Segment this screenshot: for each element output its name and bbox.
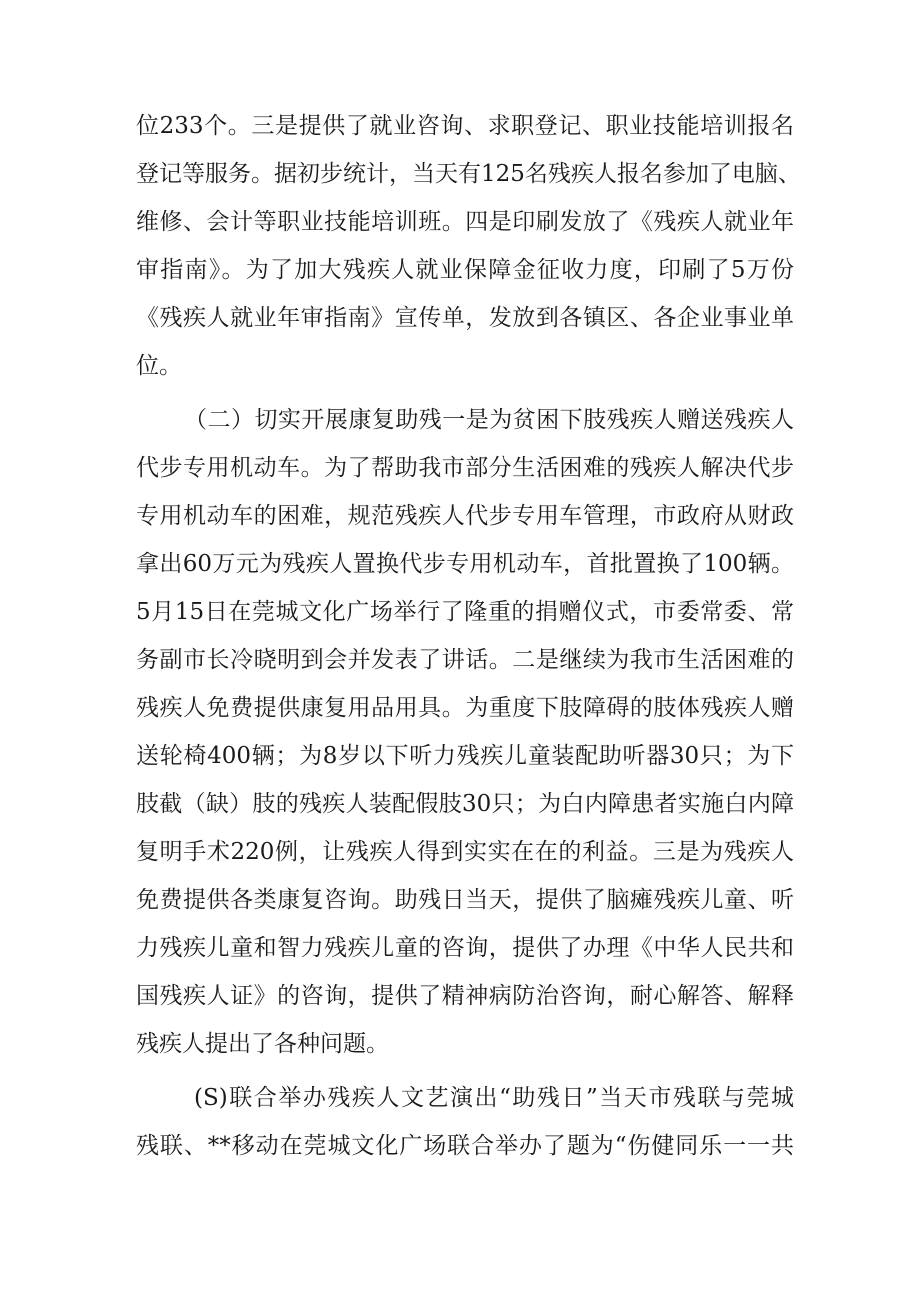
text-line: 复明手术220例，让残疾人得到实实在在的利益。三是为残疾人	[136, 839, 794, 865]
text-line: 《残疾人就业年审指南》宣传单，发放到各镇区、各企业事业单	[136, 305, 794, 331]
text-line: 5月15日在莞城文化广场举行了隆重的捐赠仪式，市委常委、常	[136, 599, 794, 625]
text-line: 残联、**移动在莞城文化广场联合举办了题为“伤健同乐一一共	[136, 1133, 794, 1159]
text-line: 残疾人免费提供康复用品用具。为重度下肢障碍的肢体残疾人赠	[136, 695, 794, 721]
text-line: 残疾人提出了各种问题。	[136, 1031, 389, 1057]
text-line: 务副市长冷晓明到会并发表了讲话。二是继续为我市生活困难的	[136, 647, 794, 673]
text-line: 免费提供各类康复咨询。助残日当天，提供了脑瘫残疾儿童、听	[136, 887, 794, 913]
text-line: 国残疾人证》的咨询，提供了精神病防治咨询，耐心解答、解释	[136, 983, 794, 1009]
text-line: 力残疾儿童和智力残疾儿童的咨询，提供了办理《中华人民共和	[136, 935, 794, 961]
paragraph-heading-line: (S)联合举办残疾人文艺演出“助残日”当天市残联与莞城	[194, 1085, 794, 1111]
text-line: 专用机动车的困难，规范残疾人代步专用车管理，市政府从财政	[136, 503, 794, 529]
paragraph-heading-line: （二）切实开展康复助残一是为贫困下肢残疾人赠送残疾人	[184, 407, 794, 433]
text-line: 维修、会计等职业技能培训班。四是印刷发放了《残疾人就业年	[136, 209, 794, 235]
text-line: 拿出60万元为残疾人置换代步专用机动车，首批置换了100辆。	[136, 551, 794, 577]
text-line: 位。	[136, 353, 182, 379]
text-line: 代步专用机动车。为了帮助我市部分生活困难的残疾人解决代步	[136, 455, 794, 481]
text-line: 审指南》。为了加大残疾人就业保障金征收力度，印刷了5万份	[136, 257, 794, 283]
text-line: 登记等服务。据初步统计，当天有125名残疾人报名参加了电脑、	[136, 161, 801, 187]
text-line: 送轮椅400辆；为8岁以下听力残疾儿童装配助听器30只；为下	[136, 743, 794, 769]
text-line: 肢截（缺）肢的残疾人装配假肢30只；为白内障患者实施白内障	[136, 791, 794, 817]
text-line: 位233个。三是提供了就业咨询、求职登记、职业技能培训报名	[136, 113, 794, 139]
